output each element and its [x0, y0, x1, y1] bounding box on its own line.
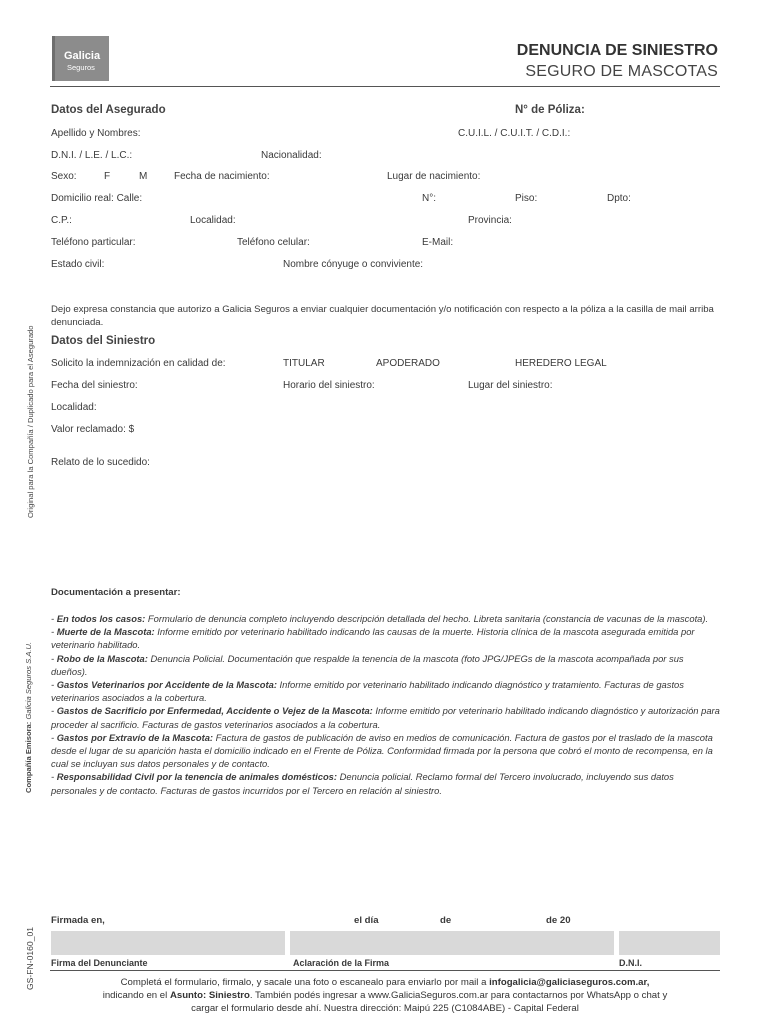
- address-floor-field[interactable]: Piso:: [515, 193, 538, 204]
- claim-section-heading: Datos del Siniestro: [51, 335, 156, 347]
- clarification-box[interactable]: [290, 931, 614, 955]
- signed-at-label: Firmada en,: [51, 915, 105, 926]
- form-title: DENUNCIA DE SINIESTRO: [516, 42, 718, 59]
- doc-item-civil-liability: - Responsabilidad Civil por la tenencia de animales domésticos: Denuncia policial. Reclamo formal del Tercero involucrado, incluyendo sus datos personales y de contacto. Facturas de gastos incurridos por el Tercero en relación al siniestro.: [51, 771, 674, 796]
- signature-box[interactable]: [51, 931, 285, 955]
- address-street-field[interactable]: Domicilio real: Calle:: [51, 193, 143, 204]
- copy-note: Original para la Compañía / Duplicado para el Asegurado: [26, 325, 35, 518]
- footer-line-1: Completá el formulario, firmalo, y sacale una foto o escanealo para enviarlo por mail a infogalicia@galiciaseguros.com.ar,: [120, 977, 650, 988]
- email-consent-text: Dejo expresa constancia que autorizo a Galicia Seguros a enviar cualquier documentación y/o notificación con respecto a la póliza a la casilla de mail arriba denunciada.: [51, 304, 714, 329]
- doc-item-euthanasia: - Gastos de Sacrificio por Enfermedad, Accidente o Vejez de la Mascota: Informe emitido por veterinario habilitado indicando diagnóstico y autorización para proceder al sacrificio. Facturas de gastos veterinarios asociados a la cobertura.: [51, 705, 720, 730]
- footer-line-3: cargar el formulario desde ahí. Nuestra dirección: Maipú 225 (C1084ABE) - Capital Federal: [191, 1003, 579, 1014]
- policy-number-label[interactable]: N° de Póliza:: [515, 104, 585, 116]
- logo-text-seguros: Seguros: [67, 63, 95, 72]
- zip-code-field[interactable]: C.P.:: [51, 215, 72, 226]
- claimed-amount-field[interactable]: Valor reclamado: $: [51, 424, 135, 435]
- issuer-note: [24, 642, 33, 793]
- contact-email[interactable]: infogalicia@galiciaseguros.com.ar,: [489, 977, 650, 988]
- footer-line-2: indicando en el Asunto: Siniestro. También podés ingresar a www.GaliciaSeguros.com.ar para contactarnos por WhatsApp o chat y: [102, 990, 668, 1001]
- form-code: GS-FN-0160_01: [25, 926, 35, 990]
- capacity-option-apoderado[interactable]: APODERADO: [376, 358, 440, 369]
- doc-item-death: - Muerte de la Mascota: Informe emitido por veterinario habilitado indicando las causas de la muerte. Historia clínica de la mascota asegurada emitida por veterinario habilitado.: [51, 626, 695, 651]
- claim-time-field[interactable]: Horario del siniestro:: [283, 380, 375, 391]
- capacity-option-titular[interactable]: TITULAR: [283, 358, 325, 369]
- narrative-field[interactable]: Relato de lo sucedido:: [51, 457, 150, 468]
- doc-item-theft: - Robo de la Mascota: Denuncia Policial. Documentación que respalde la tenencia de la mascota (foto JPG/JPEGs de la mascota acompañada por sus dueños).: [51, 652, 684, 677]
- locality-field[interactable]: Localidad:: [190, 215, 236, 226]
- capacity-label: Solicito la indemnización en calidad de:: [51, 358, 226, 369]
- sex-label: Sexo:: [51, 171, 77, 182]
- dni-caption: D.N.I.: [619, 958, 643, 968]
- cuil-field[interactable]: C.U.I.L. / C.U.I.T. / C.D.I.:: [458, 128, 571, 139]
- claim-date-field[interactable]: Fecha del siniestro:: [51, 380, 138, 391]
- doc-item-lost-pet: - Gastos por Extravío de la Mascota: Factura de gastos de publicación de aviso en medios de comunicación. Factura de gastos por el traslado de la mascota desde el lugar de su aparición hasta el domicilio indicado en el Frente de Póliza. Conformidad firmada por la persona que cobró el monto de recompensa, en la cual se incluyan sus datos personales y de contacto.: [51, 731, 713, 770]
- sex-option-f[interactable]: F: [104, 171, 111, 182]
- spouse-name-field[interactable]: Nombre cónyuge o conviviente:: [283, 259, 424, 270]
- address-number-field[interactable]: N°:: [422, 193, 436, 204]
- address-apt-field[interactable]: Dpto:: [607, 193, 631, 204]
- sex-option-m[interactable]: M: [139, 171, 148, 182]
- doc-item-all-cases: - En todos los casos: Formulario de denuncia completo incluyendo descripción detallada del hecho. Libreta sanitaria (constancia de vacunas de la mascota).: [51, 613, 709, 624]
- form-subtitle: SEGURO DE MASCOTAS: [525, 63, 718, 80]
- email-field[interactable]: E-Mail:: [422, 237, 454, 248]
- month-label: de: [440, 915, 452, 926]
- issuer-label: Compañía Emisora:: [24, 721, 33, 793]
- mobile-field[interactable]: Teléfono celular:: [237, 237, 310, 248]
- dni-box[interactable]: [619, 931, 720, 955]
- insured-section-heading: Datos del Asegurado: [51, 104, 166, 116]
- header-divider: [50, 86, 720, 87]
- galicia-seguros-logo: [52, 36, 109, 81]
- issuer-name: Galicia Seguros S.A.U.: [24, 641, 33, 720]
- capacity-option-heredero[interactable]: HEREDERO LEGAL: [515, 358, 607, 369]
- footer-instructions: [50, 976, 720, 1015]
- birth-place-field[interactable]: Lugar de nacimiento:: [387, 171, 481, 182]
- dni-field[interactable]: D.N.I. / L.E. / L.C.:: [51, 150, 133, 161]
- civil-status-field[interactable]: Estado civil:: [51, 259, 105, 270]
- signer-caption: Firma del Denunciante: [51, 958, 148, 968]
- doc-item-vet-expenses: - Gastos Veterinarios por Accidente de la Mascota: Informe emitido por veterinario habilitado indicando diagnóstico y tratamiento. Facturas de gastos veterinarios asociados a la cobertura.: [51, 679, 684, 704]
- phone-field[interactable]: Teléfono particular:: [51, 237, 136, 248]
- birth-date-field[interactable]: Fecha de nacimiento:: [174, 171, 270, 182]
- claim-place-field[interactable]: Lugar del siniestro:: [468, 380, 553, 391]
- footer-divider: [50, 970, 720, 971]
- province-field[interactable]: Provincia:: [468, 215, 512, 226]
- logo-text-galicia: Galicia: [64, 50, 101, 62]
- day-label: el día: [354, 915, 379, 926]
- documentation-list: [51, 612, 720, 797]
- clarification-caption: Aclaración de la Firma: [293, 958, 390, 968]
- name-field[interactable]: Apellido y Nombres:: [51, 128, 141, 139]
- documentation-heading: Documentación a presentar:: [51, 587, 181, 598]
- year-label: de 20: [546, 915, 571, 926]
- claim-locality-field[interactable]: Localidad:: [51, 402, 97, 413]
- nationality-field[interactable]: Nacionalidad:: [261, 150, 322, 161]
